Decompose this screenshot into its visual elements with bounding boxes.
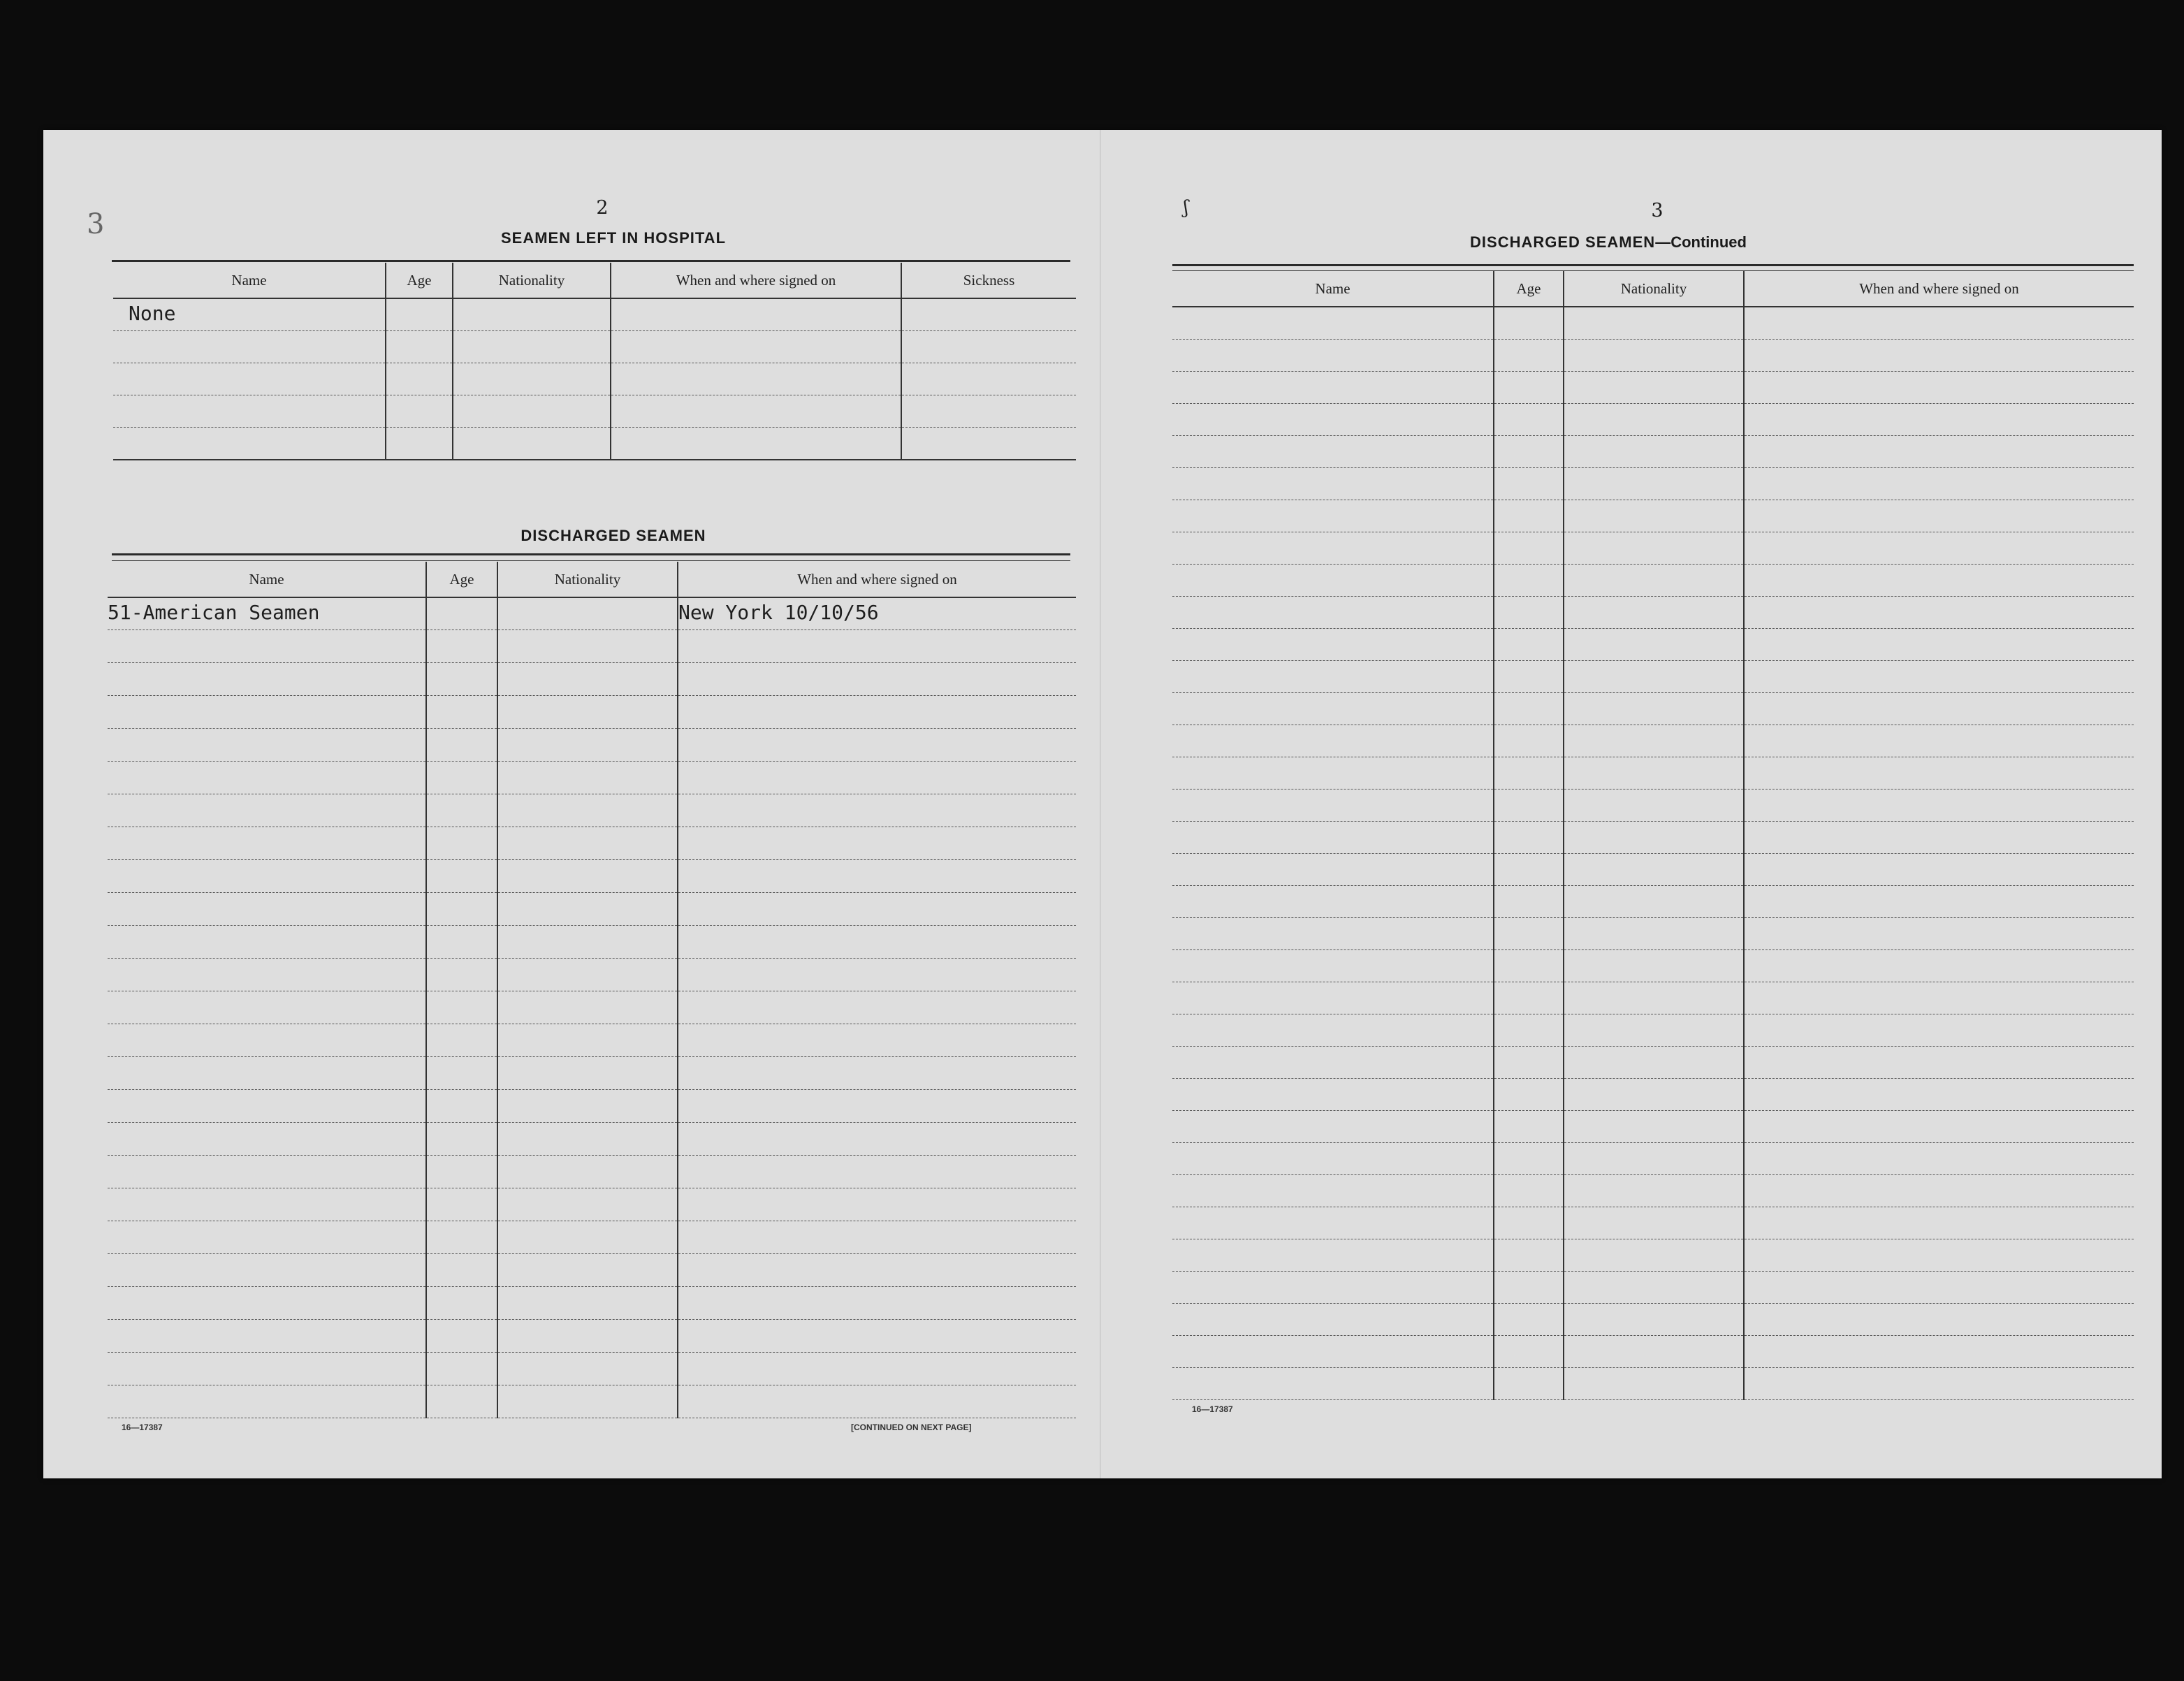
table-row (1172, 1047, 2134, 1079)
hospital-table (113, 263, 1076, 460)
table-row (113, 395, 1076, 428)
table-row (1172, 565, 2134, 597)
table-row (1172, 500, 2134, 532)
table-row (108, 1320, 1076, 1353)
discharged-continued-table (1172, 271, 2134, 1400)
table-row (1172, 1207, 2134, 1239)
table-row (1172, 661, 2134, 693)
hospital-top-rule (112, 260, 1070, 262)
table-row (1172, 532, 2134, 565)
discharged-col-age: Age (426, 562, 497, 597)
continued-header-row (1172, 271, 2134, 307)
hospital-col-sickness: Sickness (901, 263, 1076, 298)
discharged-col-name: Name (108, 562, 426, 597)
table-row (1172, 1079, 2134, 1111)
hospital-entry-name: None (129, 302, 176, 325)
table-row (108, 1090, 1076, 1123)
table-row (108, 1385, 1076, 1418)
discharged-continued-title (1385, 233, 1832, 252)
table-row (1172, 1111, 2134, 1143)
table-row (1172, 1304, 2134, 1336)
table-row (1172, 307, 2134, 340)
discharged-continued-suffix: —Continued (1655, 233, 1747, 251)
table-row (1172, 372, 2134, 404)
pen-mark: ʃ (1184, 197, 1189, 218)
table-row (1172, 1272, 2134, 1304)
table-row (108, 1057, 1076, 1090)
discharged-entry-name: 51-American Seamen (108, 601, 320, 624)
table-row (1172, 918, 2134, 950)
discharged-continued-title-main: DISCHARGED SEAMEN (1470, 233, 1656, 251)
continued-col-name: Name (1172, 271, 1494, 307)
table-row (108, 893, 1076, 926)
table-row (1172, 1014, 2134, 1047)
table-row (1172, 1175, 2134, 1207)
table-row (1172, 468, 2134, 500)
table-row (108, 1287, 1076, 1320)
discharged-top-rule (112, 553, 1070, 555)
hospital-col-age: Age (386, 263, 453, 298)
table-row (108, 597, 1076, 630)
page-fold (1100, 130, 1101, 1478)
discharged-header-row (108, 562, 1076, 597)
continued-col-signed-on: When and where signed on (1744, 271, 2134, 307)
document-sheet (43, 130, 2162, 1478)
table-row (108, 1156, 1076, 1188)
table-row (1172, 404, 2134, 436)
table-row (108, 1221, 1076, 1254)
table-row (113, 428, 1076, 460)
table-row (1172, 693, 2134, 725)
table-row (1172, 340, 2134, 372)
table-row (1172, 854, 2134, 886)
margin-note: 3 (87, 208, 105, 240)
table-row (108, 1123, 1076, 1156)
table-row (108, 696, 1076, 729)
table-row (108, 1188, 1076, 1221)
table-row (108, 663, 1076, 696)
table-row (108, 1254, 1076, 1287)
table-row (1172, 950, 2134, 982)
table-row (108, 762, 1076, 794)
table-row (113, 298, 1076, 331)
hospital-section-title: SEAMEN LEFT IN HOSPITAL (500, 229, 727, 247)
table-row (1172, 1143, 2134, 1175)
discharged-table (108, 562, 1076, 1418)
table-row (1172, 757, 2134, 789)
table-row (108, 729, 1076, 762)
hospital-header-row (113, 263, 1076, 298)
table-row (1172, 725, 2134, 757)
table-row (108, 926, 1076, 959)
discharged-entry-signed-on: New York 10/10/56 (678, 601, 879, 624)
table-row (108, 794, 1076, 827)
table-row (113, 331, 1076, 363)
continued-col-nationality: Nationality (1564, 271, 1744, 307)
table-row (1172, 886, 2134, 918)
table-row (108, 860, 1076, 893)
page-number-right: 3 (1651, 200, 1664, 221)
hospital-col-nationality: Nationality (453, 263, 611, 298)
table-row (1172, 436, 2134, 468)
table-row (108, 827, 1076, 860)
form-number-left: 16—17387 (122, 1422, 163, 1432)
discharged-col-signed-on: When and where signed on (678, 562, 1076, 597)
table-row (108, 1353, 1076, 1385)
table-row (113, 363, 1076, 395)
table-row (108, 959, 1076, 991)
continued-top-rule (1172, 264, 2134, 266)
table-row (1172, 629, 2134, 661)
table-row (1172, 982, 2134, 1014)
table-row (108, 1024, 1076, 1057)
form-number-right: 16—17387 (1192, 1404, 1233, 1414)
table-row (1172, 1368, 2134, 1400)
discharged-col-nationality: Nationality (497, 562, 678, 597)
continued-note: [CONTINUED ON NEXT PAGE] (851, 1422, 972, 1432)
table-row (108, 630, 1076, 663)
hospital-col-name: Name (113, 263, 386, 298)
page-number-left: 2 (596, 197, 609, 219)
discharged-second-rule (112, 560, 1070, 561)
table-row (1172, 1239, 2134, 1272)
continued-col-age: Age (1494, 271, 1564, 307)
table-row (1172, 822, 2134, 854)
table-row (1172, 1336, 2134, 1368)
table-row (1172, 597, 2134, 629)
discharged-section-title: DISCHARGED SEAMEN (520, 527, 706, 544)
hospital-col-signed-on: When and where signed on (611, 263, 901, 298)
table-row (108, 991, 1076, 1024)
table-row (1172, 789, 2134, 822)
